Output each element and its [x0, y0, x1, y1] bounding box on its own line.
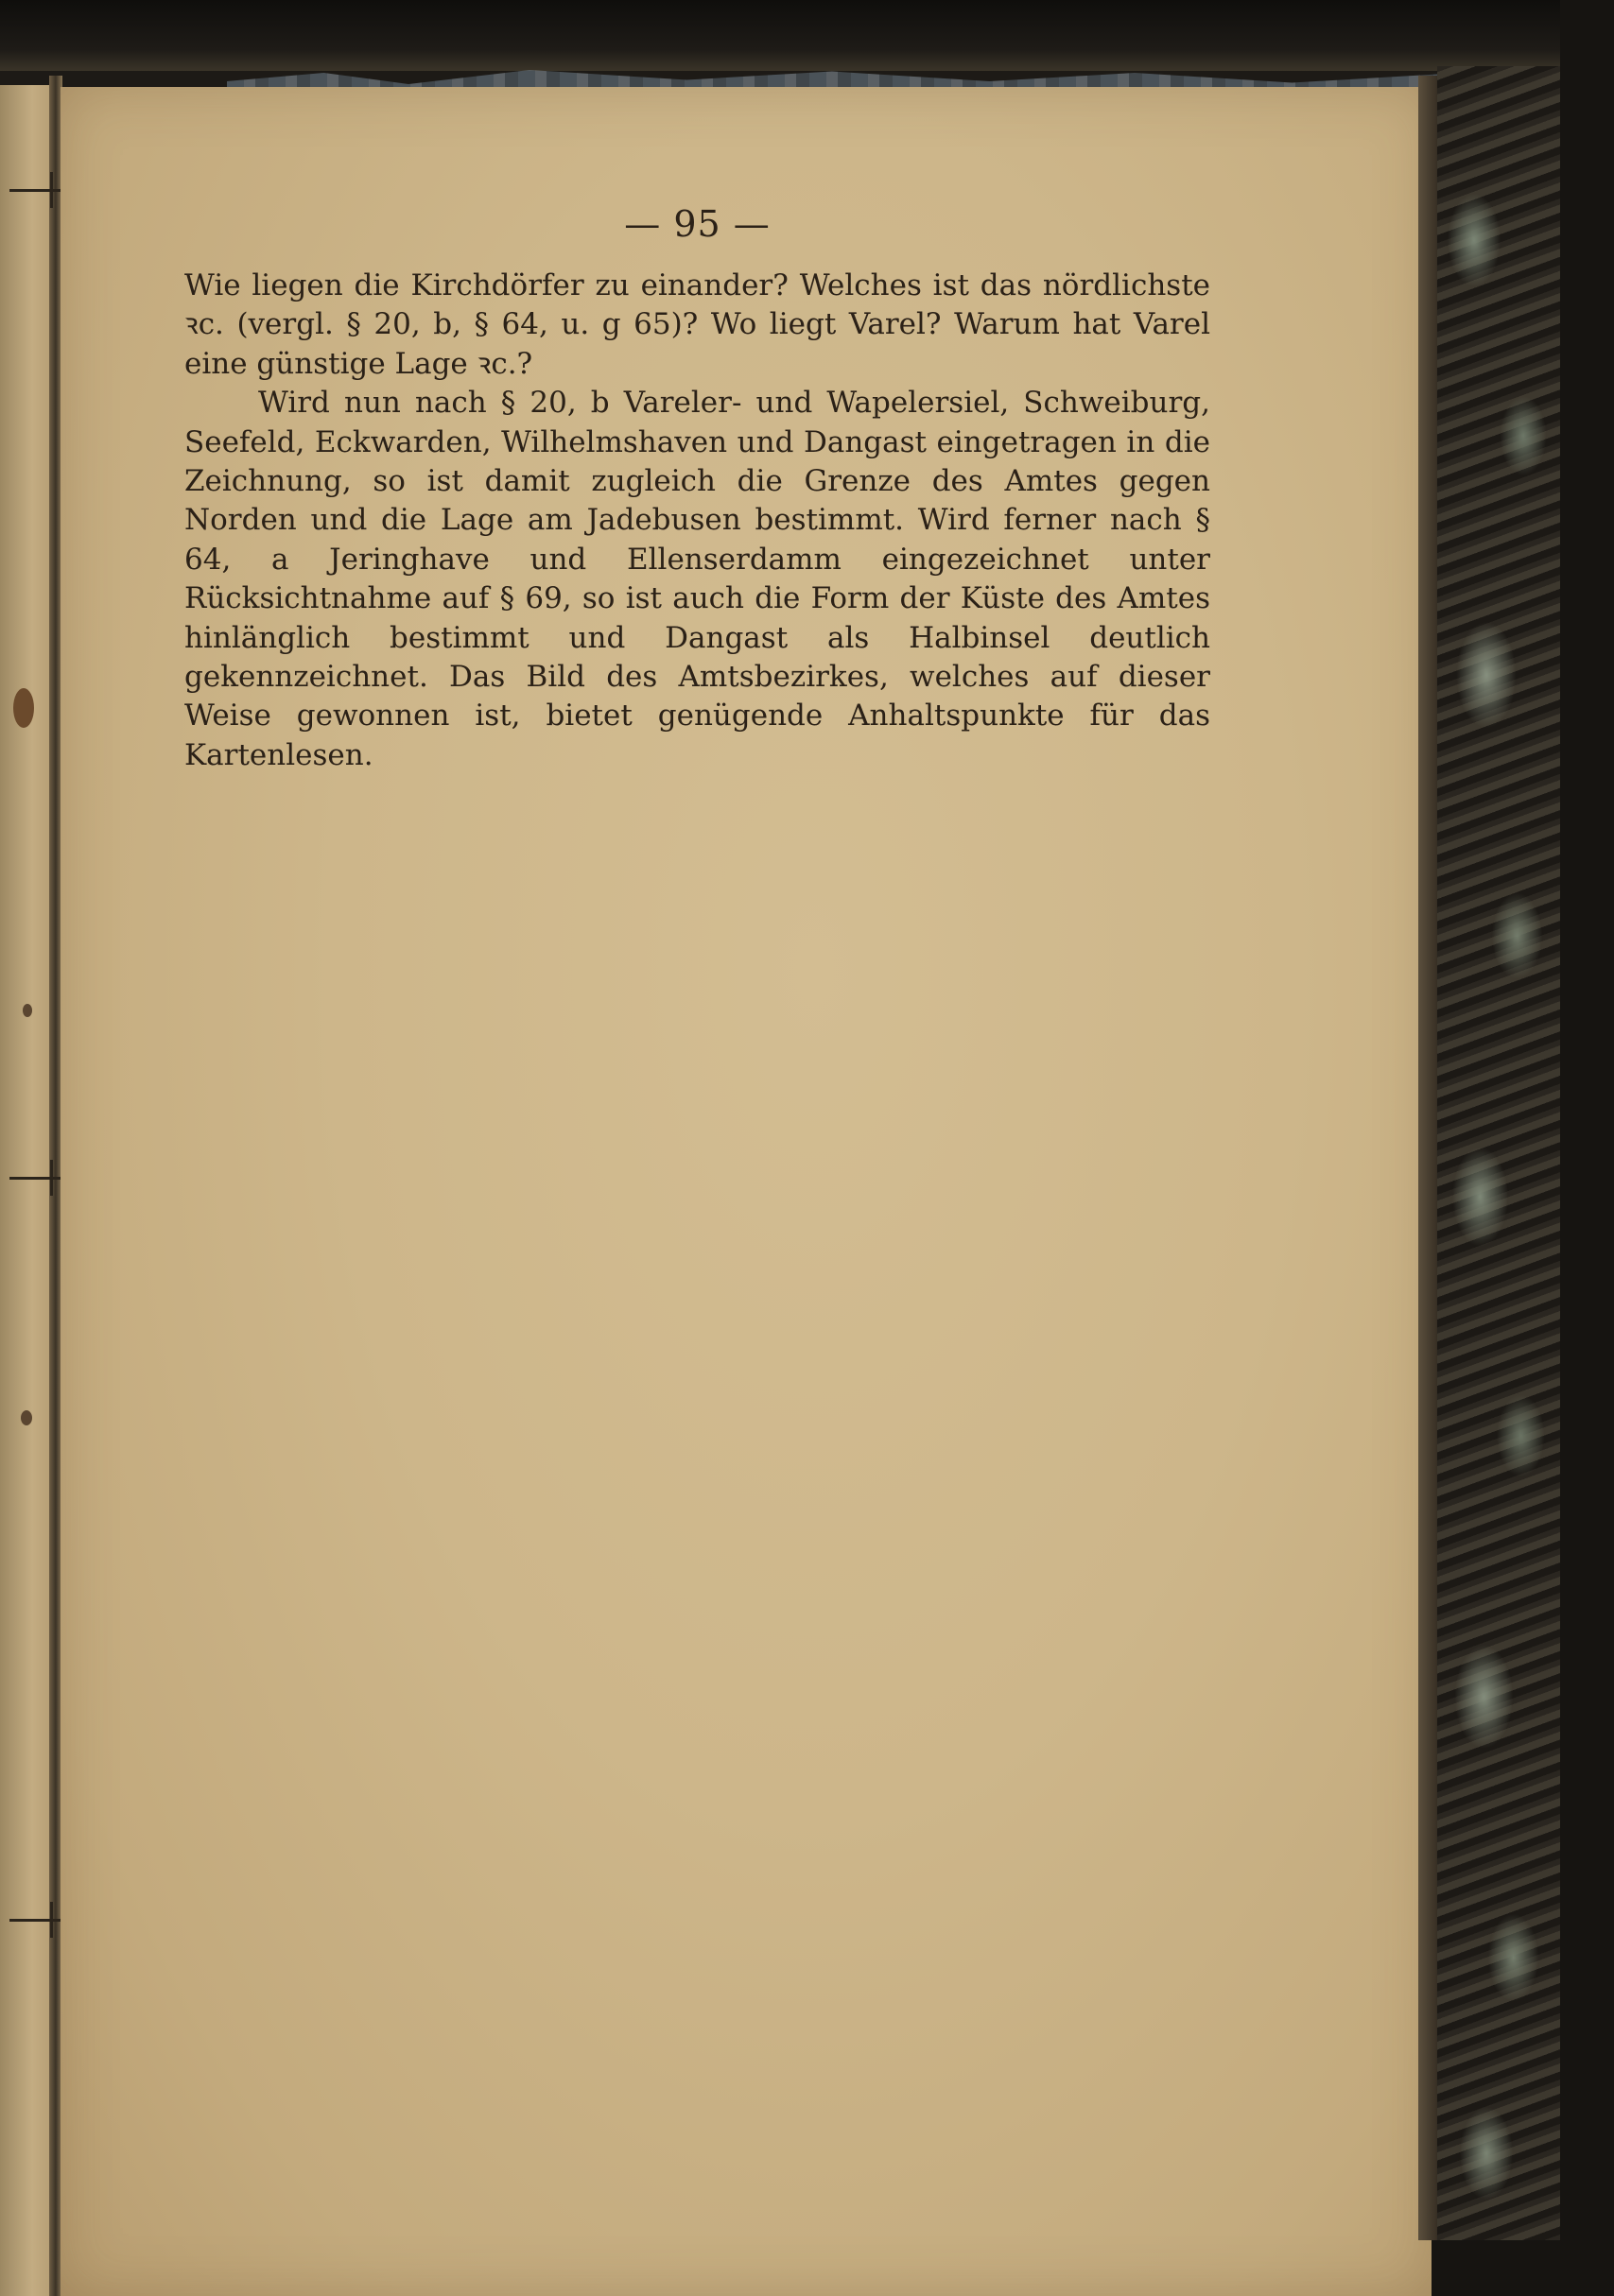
paragraph: Wird nun nach § 20, b Vareler- und Wapelersiel, Schweiburg, Seefeld, Eckwarden, Wilhelmshaven und Dangast eingetragen in die Zeichnung, so ist damit zugleich die Grenze des Amtes gegen Norden und die Lage am Jadebusen bestimmt. Wird ferner nach § 64, a Jeringhave und Ellenserdamm eingezeichnet unter Rücksichtnahme auf § 69, so ist auch die Form der Küste des Amtes hinlänglich bestimmt und Dangast als Halbinsel deutlich gekennzeichnet. Das Bild des Amtsbezirkes, welches auf dieser Weise gewonnen ist, bietet genügende Anhaltspunkte für das Kartenlesen.	[184, 386, 1210, 772]
scan-background-bottom	[1418, 2240, 1614, 2296]
marbled-cover	[1437, 66, 1560, 2240]
stain-spot	[23, 1004, 32, 1017]
scan-background-right	[1560, 0, 1614, 2296]
scan-background-top	[0, 0, 1614, 71]
paragraph: Wie liegen die Kirchdörfer zu einander? Welches ist das nördlichste ꝛc. (vergl. § 20, b, § 64, u. g 65)? Wo liegt Varel? Warum hat Varel eine günstige Lage ꝛc.?	[184, 268, 1210, 381]
stain-spot	[13, 688, 34, 728]
stain-spot	[21, 1410, 32, 1425]
page-number: — 95 —	[624, 203, 771, 245]
page-text-block	[184, 200, 1210, 775]
